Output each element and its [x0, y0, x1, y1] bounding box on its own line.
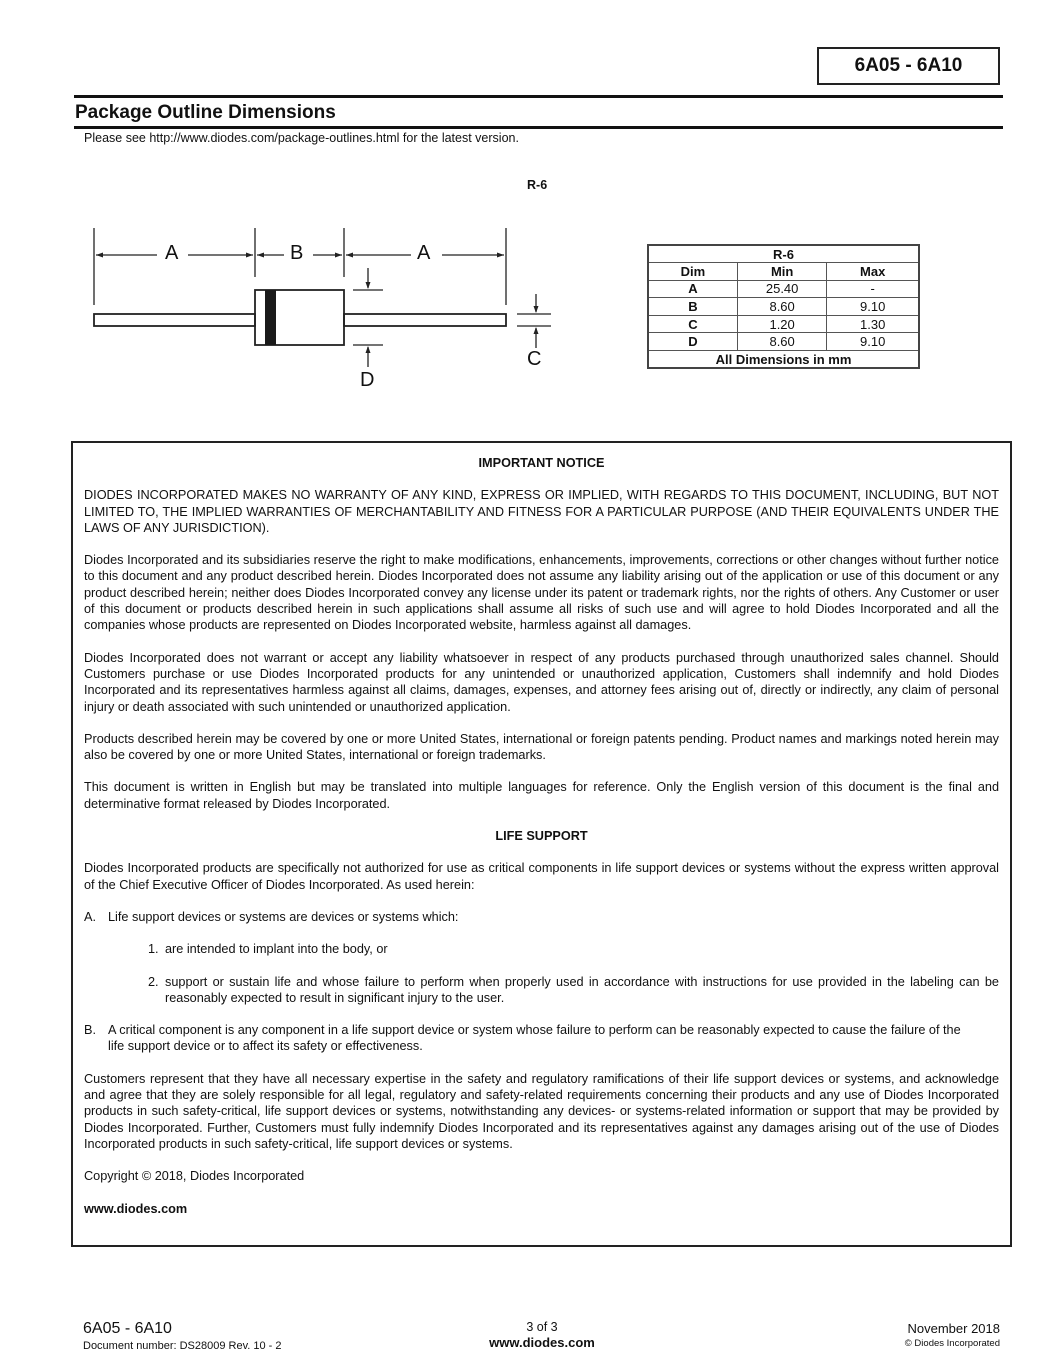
footer-company: © Diodes Incorporated [904, 1338, 1000, 1349]
list-text: support or sustain life and whose failure to perform when properly used in accordance with instructions for use provided in the labeling can be reasonably expected to result in significant injury to the user. [165, 974, 999, 1005]
list-marker: A. [84, 909, 96, 924]
notice-paragraph: Products described herein may be covered by one or more United States, international or foreign patents pending. Product names and markings noted herein may also be covered by one or more United States, international or foreign trademarks. [84, 731, 999, 763]
copyright: Copyright © 2018, Diodes Incorporated [84, 1169, 305, 1184]
notice-heading: IMPORTANT NOTICE [478, 456, 605, 470]
table-footer: All Dimensions in mm [648, 351, 919, 369]
section-title: Package Outline Dimensions [75, 102, 336, 123]
notice-paragraph: DIODES INCORPORATED MAKES NO WARRANTY OF ANY KIND, EXPRESS OR IMPLIED, WITH REGARDS TO THIS DOCUMENT, INCLUDING, BUT NOT LIMITED TO, THE IMPLIED WARRANTIES OF MERCHANTABILITY AND FITNESS FOR A PARTICULAR PURPOSE (AND THEIR EQUIVALENTS UNDER THE LAWS OF ANY JURISDICTION). [84, 488, 999, 535]
list-text: A critical component is any component in a life support device or system whose failure to perform can be reasonably expected to cause the failure of the life support device or to affect its safety or effectiveness. [108, 1023, 961, 1054]
top-rule [74, 95, 1003, 98]
cell-dim: D [648, 333, 737, 351]
footer-website-link[interactable]: www.diodes.com [489, 1335, 595, 1350]
cell-max: - [827, 280, 919, 298]
footer-page-number: 3 of 3 [526, 1320, 558, 1334]
table-row [648, 333, 919, 351]
part-number-box [817, 47, 1000, 85]
life-support-intro: Diodes Incorporated products are specifically not authorized for use as critical components in life support devices or systems without the express written approval of the Chief Executive Officer of Diodes Incorporated. As used herein: [84, 861, 999, 892]
table-row [648, 298, 919, 316]
dimensions-table [647, 244, 920, 369]
col-header-min: Min [737, 263, 826, 281]
footer-part-number: 6A05 - 6A10 [83, 1320, 172, 1337]
table-title: R-6 [648, 245, 919, 263]
cell-max: 9.10 [827, 298, 919, 316]
section-subtitle: Please see http://www.diodes.com/package-outlines.html for the latest version. [84, 131, 519, 145]
footer-document-number: Document number: DS28009 Rev. 10 - 2 [83, 1340, 282, 1352]
cell-min: 25.40 [737, 280, 826, 298]
notice-paragraph: Diodes Incorporated does not warrant or accept any liability whatsoever in respect of any products purchased through unauthorized sales channel. Should Customers purchase or use Diodes Incorporated products for any unintended or unauthorized application, Customers shall indemnify and hold Diodes Incorporated and its representatives harmless against all claims, damages, expenses, and attorney fees arising out of, directly or indirectly, any claim of personal injury or death associated with such unintended or unauthorized application. [84, 650, 999, 714]
list-item-b [84, 1022, 999, 1055]
sub-item-1 [148, 941, 999, 957]
dim-label-c: C [527, 348, 542, 370]
cell-dim: C [648, 315, 737, 333]
cell-dim: A [648, 280, 737, 298]
part-number: 6A05 - 6A10 [854, 55, 963, 76]
list-marker: 1. [148, 942, 159, 957]
cell-max: 1.30 [827, 315, 919, 333]
package-outline-diagram [80, 220, 560, 405]
col-header-dim: Dim [648, 263, 737, 281]
customers-paragraph: Customers represent that they have all necessary expertise in the safety and regulatory ramifications of their life support devices or systems, and acknowledge and agree that they are solely responsible for all legal, regulatory and safety-related requirements concerning their products and any use of Diodes Incorporated products in such safety-critical, life support devices or systems, notwithstanding any devices- or systems-related information or support that may be provided by Diodes Incorporated. Further, Customers must fully indemnify Diodes Incorporated and its representatives against any damages arising out of the use of Diodes Incorporated products in such safety-critical, life support devices or systems. [84, 1071, 999, 1151]
notice-paragraph: Diodes Incorporated and its subsidiaries reserve the right to make modifications, enhancements, improvements, corrections or other changes without further notice to this document and any product described herein. Diodes Incorporated does not assume any liability arising out of the application or use of this document or any product described herein; neither does Diodes Incorporated convey any license under its patent or trademark rights, nor the rights of others. Any Customer or user of this document or products described herein in such applications shall assume all risks of such use and will agree to hold Diodes Incorporated and all the companies whose products are represented on Diodes Incorporated website, harmless against all damages. [84, 553, 999, 633]
notice-paragraph: This document is written in English but may be translated into multiple languages for reference. Only the English version of this document is the final and determinative format released by Diodes Incorporated. [84, 780, 999, 811]
sub-item-2 [148, 974, 999, 1007]
title-rule [74, 126, 1003, 129]
important-notice-box [71, 441, 1012, 1247]
dim-label-d: D [360, 369, 375, 391]
life-support-heading: LIFE SUPPORT [495, 829, 588, 844]
cell-max: 9.10 [827, 333, 919, 351]
table-row [648, 315, 919, 333]
list-marker: B. [84, 1023, 96, 1038]
table-row [648, 280, 919, 298]
list-text: Life support devices or systems are devices or systems which: [108, 909, 459, 924]
list-item-a [84, 909, 999, 925]
dim-label-a-right: A [417, 242, 431, 264]
list-marker: 2. [148, 974, 159, 989]
list-text: are intended to implant into the body, or [165, 942, 388, 957]
dim-label-a-left: A [165, 242, 179, 264]
website-link[interactable]: www.diodes.com [84, 1201, 188, 1216]
cell-min: 1.20 [737, 315, 826, 333]
cell-min: 8.60 [737, 298, 826, 316]
cell-dim: B [648, 298, 737, 316]
cell-min: 8.60 [737, 333, 826, 351]
footer-date: November 2018 [907, 1321, 1000, 1336]
col-header-max: Max [827, 263, 919, 281]
package-name: R-6 [527, 178, 548, 192]
dim-label-b: B [290, 242, 304, 264]
